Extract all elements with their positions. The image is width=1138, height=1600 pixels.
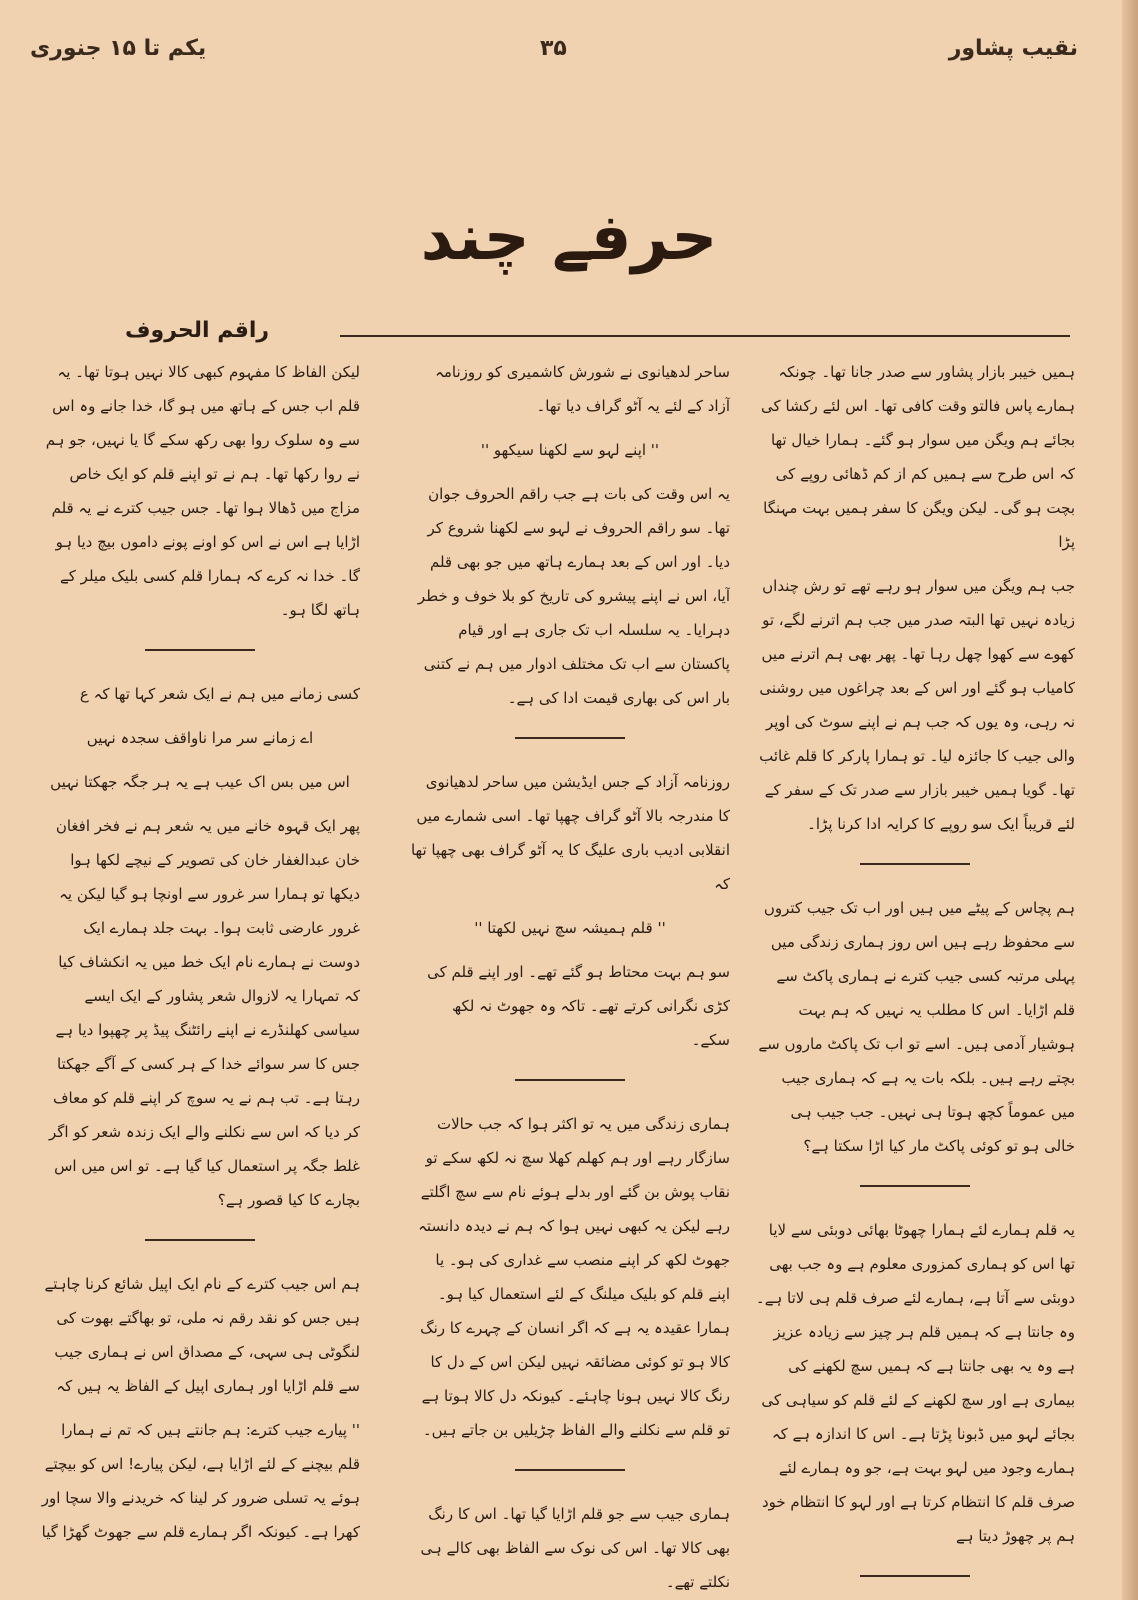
byline-rule: [340, 335, 1070, 337]
paragraph: روزنامہ آزاد کے جس ایڈیشن میں ساحر لدھیانوی کا مندرجہ بالا آٹو گراف چھپا تھا۔ اسی شمارے میں انقلابی ادیب باری علیگ کا یہ آٹو گراف بھی چھپا تھا کہ: [410, 773, 730, 893]
page-fold-shadow: [1122, 0, 1138, 1600]
paragraph: ہماری جیب سے جو قلم اڑایا گیا تھا۔ اس کا رنگ بھی کالا تھا۔ اس کی نوک سے الفاظ بھی کالے ہی نکلتے تھے۔: [420, 1505, 730, 1590]
paragraph: کسی زمانے میں ہم نے ایک شعر کہا تھا کہ ع: [79, 685, 360, 703]
page-number: ۳۵: [540, 36, 567, 61]
section-divider: [860, 863, 970, 865]
paragraph: یہ قلم ہمارے لئے ہمارا چھوٹا بھائی دوبئی سے لایا تھا اس کو ہماری کمزوری معلوم ہے وہ جب بھی دوبئی سے آتا ہے، ہمارے لئے صرف قلم ہی لاتا ہے۔ وہ جانتا ہے کہ ہمیں قلم ہر چیز سے زیادہ عزیز ہے وہ یہ بھی جانتا ہے کہ ہمیں سچ لکھنے کی بیماری ہے اور سچ لکھنے کے لئے قلم کو سیاہی کی بجائے لہو میں ڈبونا پڑتا ہے۔ اس کا اندازہ ہے کہ ہمارے وجود میں لہو بہت ہے، جو وہ ہمارے لئے صرف قلم کا انتظام کرتا ہے اور لہو کا انتظام خود ہم پر چھوڑ دیتا ہے: [755, 1221, 1075, 1545]
paragraph: ساحر لدھیانوی نے شورش کاشمیری کو روزنامہ آزاد کے لئے یہ آٹو گراف دیا تھا۔: [435, 363, 730, 415]
article-title: حرفے چند: [420, 201, 718, 275]
paragraph: سو ہم بہت محتاط ہو گئے تھے۔ اور اپنے قلم کی کڑی نگرانی کرتے تھے۔ تاکہ وہ جھوٹ نہ لکھ سکے۔: [427, 963, 730, 1049]
section-divider: [145, 1239, 255, 1241]
column-left: [40, 355, 360, 1590]
paragraph: ہمیں خیبر بازار پشاور سے صدر جانا تھا۔ چونکہ ہمارے پاس فالتو وقت کافی تھا۔ اس لئے رکشا کی بجائے ہم ویگن میں سوار ہو گئے۔ ہمارا خیال تھا کہ اس طرح سے ہمیں کم از کم ڈھائی روپے کی بچت ہو گی۔ لیکن ویگن کا سفر ہمیں بہت مہنگا پڑا: [761, 363, 1075, 551]
paragraph: پھر ایک قہوہ خانے میں یہ شعر ہم نے فخر افغان خان عبدالغفار خان کی تصویر کے نیچے لکھا ہوا دیکھا تو ہمارا سر غرور سے اونچا ہو گیا لیکن یہ غرور عارضی ثابت ہوا۔ بہت جلد ہمارے ایک دوست نے ہمارے نام ایک خط میں یہ انکشاف کیا کہ تمہارا یہ لازوال شعر پشاور کے ایک ایسے سیاسی کھلنڈرے نے اپنے رائٹنگ پیڈ پر چھپوا دیا ہے جس کا سر سوائے خدا کے ہر کسی کے آگے جھکتا رہتا ہے۔ تب ہم نے یہ سوچ کر اپنے قلم کو معاف کر دیا کہ اس سے نکلنے والے ایک زندہ شعر کو اگر غلط جگہ پر استعمال کیا گیا ہے۔ تو اس میں اس بچارے کا کیا قصور ہے؟: [49, 817, 360, 1209]
verse-line: اس میں بس اک عیب ہے یہ ہر جگہ جھکتا نہیں: [50, 773, 350, 791]
verse-line: اے زمانے سر مرا ناواقف سجدہ نہیں: [86, 729, 314, 747]
column-right: [755, 355, 1075, 1590]
section-divider: [860, 1185, 970, 1187]
byline: راقم الحروف: [125, 318, 270, 343]
paragraph: '' پیارے جیب کترے: ہم جانتے ہیں کہ تم نے ہمارا قلم بیچنے کے لئے اڑایا ہے، لیکن پیارے! اس کو بیچتے ہوئے یہ تسلی ضرور کر لینا کہ خریدنے والا سچا اور کھرا ہے۔ کیونکہ اگر ہمارے قلم سے جھوٹ گھڑا گیا: [41, 1421, 360, 1541]
paragraph: ہم پچاس کے پیٹے میں ہیں اور اب تک جیب کتروں سے محفوظ رہے ہیں اس روز ہماری زندگی میں پہلی مرتبہ کسی جیب کترے نے ہماری پاکٹ سے قلم اڑایا۔ اس کا مطلب یہ نہیں کہ ہم بہت ہوشیار آدمی ہیں۔ اسے تو اب تک پاکٹ ماروں سے بچتے رہے ہیں۔ بلکہ بات یہ ہے کہ ہماری جیب میں عموماً کچھ ہوتا ہی نہیں۔ جب جیب ہی خالی ہو تو کوئی پاکٹ مار کیا اڑا سکتا ہے؟: [758, 899, 1075, 1155]
publication-name: نقیب پشاور: [948, 36, 1078, 61]
section-divider: [515, 1469, 625, 1471]
quote: '' قلم ہمیشہ سچ نہیں لکھتا '': [474, 919, 666, 937]
paragraph: ہم اس جیب کترے کے نام ایک اپیل شائع کرنا چاہتے ہیں جس کو نقد رقم نہ ملی، تو بھاگتے بھوت کی لنگوٹی ہی سہی، کے مصداق اس نے ہماری جیب سے قلم اڑایا اور ہماری اپیل کے الفاظ یہ ہیں کہ: [44, 1275, 360, 1395]
header-date: یکم تا ۱۵ جنوری: [30, 36, 207, 61]
byline-row: [110, 318, 1070, 348]
section-divider: [515, 1079, 625, 1081]
paragraph: ہماری زندگی میں یہ تو اکثر ہوا کہ جب حالات سازگار رہے اور ہم کھلم کھلا سچ نہ لکھ سکے تو نقاب پوش بن گئے اور بدلے ہوئے نام سے سچ اگلتے رہے لیکن یہ کبھی نہیں ہوا کہ ہم نے دیدہ دانستہ جھوٹ لکھ کر اپنے منصب سے غداری کی ہو۔ یا اپنے قلم کو بلیک میلنگ کے لئے استعمال کیا ہو۔ ہمارا عقیدہ یہ ہے کہ اگر انسان کے چہرے کا رنگ کالا ہو تو کوئی مضائقہ نہیں لیکن اس کے دل کا رنگ کالا نہیں ہونا چاہئے۔ کیونکہ دل کالا ہوتا ہے تو قلم سے نکلنے والے الفاظ چڑیلیں بن جاتے ہیں۔: [418, 1115, 730, 1439]
section-divider: [145, 649, 255, 651]
paragraph: یہ اس وقت کی بات ہے جب راقم الحروف جوان تھا۔ سو راقم الحروف نے لہو سے لکھنا شروع کر دیا۔ اور اس کے بعد ہمارے ہاتھ میں جو بھی قلم آیا، اس نے اپنے پیشرو کی تاریخ کو بلا خوف و خطر دہرایا۔ یہ سلسلہ اب تک جاری ہے اور قیام پاکستان سے اب تک مختلف ادوار میں ہم نے کتنی بار اس کی بھاری قیمت ادا کی ہے۔: [417, 485, 730, 707]
column-middle: [410, 355, 730, 1590]
quote: '' اپنے لہو سے لکھنا سیکھو '': [480, 441, 660, 459]
section-divider: [515, 737, 625, 739]
section-divider: [860, 1575, 970, 1577]
paragraph: جب ہم ویگن میں سوار ہو رہے تھے تو رش چنداں زیادہ نہیں تھا البتہ صدر میں جب ہم اترنے لگے، تو کھوے سے کھوا چھل رہا تھا۔ پھر بھی ہم اترنے میں کامیاب ہو گئے اور اس کے بعد چراغوں میں روشنی نہ رہی، وہ یوں کہ جب ہم نے اپنے سوٹ کی اوپر والی جیب کا جائزہ لیا۔ تو ہمارا پارکر کا قلم غائب تھا۔ گویا ہمیں خیبر بازار سے صدر تک کے سفر کے لئے قریباً ایک سو روپے کا کرایہ ادا کرنا پڑا۔: [759, 577, 1075, 833]
paragraph: لیکن الفاظ کا مفہوم کبھی کالا نہیں ہوتا تھا۔ یہ قلم اب جس کے ہاتھ میں ہو گا، خدا جانے وہ اس سے وہ سلوک روا بھی رکھ سکے گا یا نہیں، جو ہم نے روا رکھا تھا۔ ہم نے تو اپنے قلم کو ایک خاص مزاج میں ڈھالا ہوا تھا۔ جس جیب کترے نے یہ قلم اڑایا ہے اس نے اس کو اونے پونے داموں بیچ دیا ہو گا۔ خدا نہ کرے کہ ہمارا قلم کسی بلیک میلر کے ہاتھ لگا ہو۔: [45, 363, 360, 619]
